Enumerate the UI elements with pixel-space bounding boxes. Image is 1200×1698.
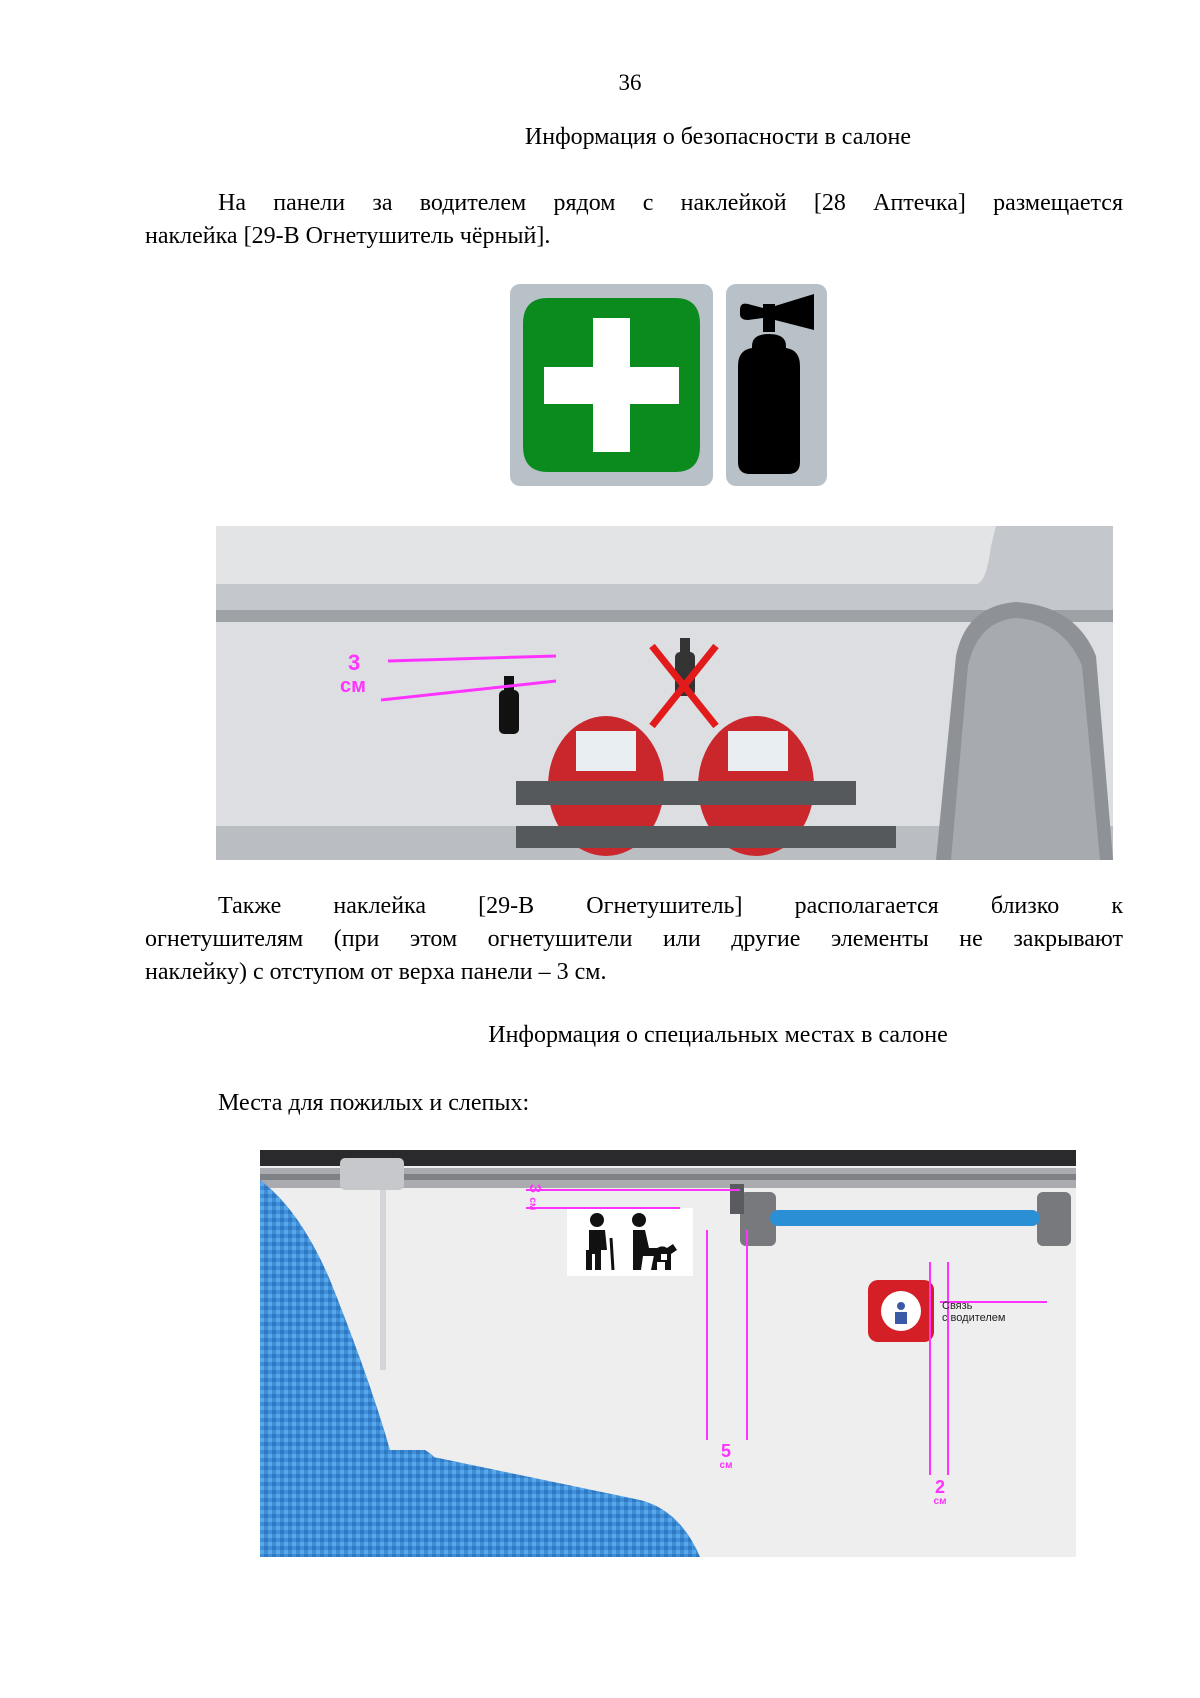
call-button-label (942, 1300, 1005, 1324)
measure-label-unit: см (340, 675, 366, 697)
paragraph-extinguisher-note (145, 890, 1123, 989)
measure-5-unit: см (719, 1460, 733, 1471)
person-call-icon (876, 1290, 926, 1334)
measure-2-unit: см (933, 1496, 947, 1507)
call-button-label-line1: Связь (942, 1300, 973, 1312)
blind-person-with-guide-dog-icon (632, 1213, 677, 1270)
paragraph-line: Также наклейка [29-В Огнетушитель] располагается близко к (218, 893, 1123, 919)
extinguisher-sticker (726, 284, 827, 486)
elderly-person-icon (586, 1213, 613, 1270)
fire-extinguisher-icon (726, 284, 827, 486)
paragraph-line: На панели за водителем рядом с наклейкой [28 Аптечка] размещается (218, 190, 1123, 216)
measure-5-value: 5 (720, 1441, 731, 1461)
paragraph-line: наклейку) с отступом от верха панели – 3 см. (145, 959, 607, 985)
measure-top-value: 3 (526, 1184, 543, 1193)
measure-label-value: 3 (348, 650, 361, 675)
measure-2-label (928, 1478, 952, 1508)
paragraph-line: наклейка [29-В Огнетушитель чёрный]. (145, 223, 551, 249)
paragraph-sticker-placement (145, 187, 1123, 253)
elderly-blind-sign (575, 1210, 685, 1272)
paragraph-line: огнетушителям (при этом огнетушители или другие элементы не закрывают (145, 926, 1123, 952)
measure-top-unit: см (527, 1197, 538, 1211)
extinguisher-panel-photo (216, 526, 1113, 860)
section-heading-safety: Информация о безопасности в салоне (524, 124, 912, 150)
special-seats-photo (260, 1150, 1076, 1557)
first-aid-sticker (510, 284, 713, 486)
section-heading-special-seats: Информация о специальных местах в салоне (488, 1022, 948, 1048)
call-driver-button (876, 1290, 926, 1334)
subheading-elderly-blind: Места для пожилых и слепых: (218, 1090, 530, 1116)
measure-5-label (714, 1442, 738, 1472)
call-button-label-line2: с водителем (942, 1312, 1006, 1324)
measure-2-value: 2 (934, 1477, 945, 1497)
page-number: 36 (618, 70, 642, 95)
measure-top-label (524, 1184, 542, 1210)
first-aid-cross-icon (510, 284, 713, 486)
